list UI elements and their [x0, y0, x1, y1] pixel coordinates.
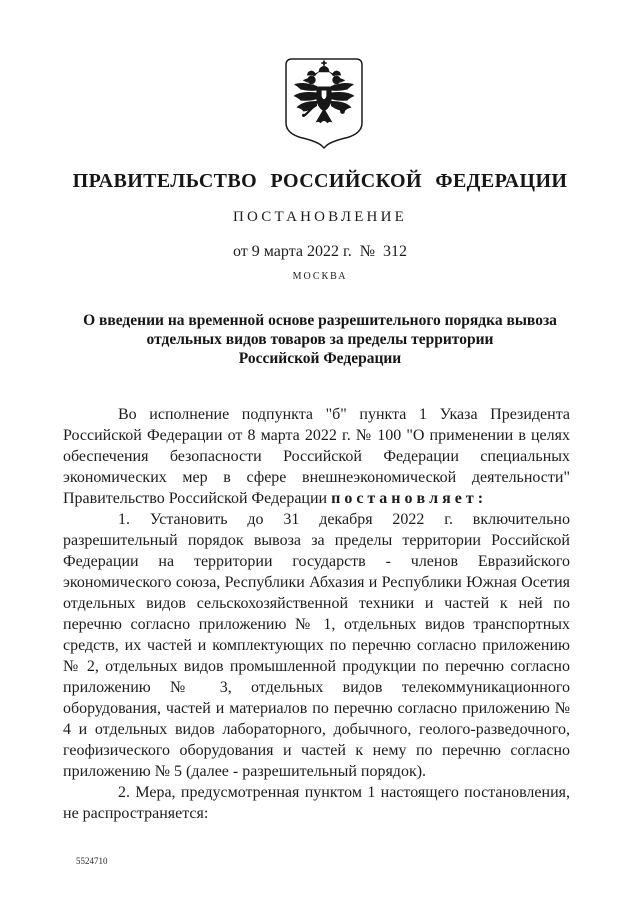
paragraph-item-2: 2. Мера, предусмотренная пунктом 1 настоящего постановления, не распространяется: [63, 784, 570, 822]
city-label: МОСКВА [292, 271, 348, 282]
date-and-number-line: от 9 марта 2022 г. № 312 [233, 243, 407, 260]
preamble-text: Во исполнение подпункта "б" пункта 1 Указа Президента Российской Федерации от 8 марта 2022 г. № 100 "О применении в целях обеспечения безопасности Российской Федерации специальных экономических мер в сфере внешнеэкономической деятельности" Правительство Российской Федерации [63, 406, 570, 507]
resolves-keyword: п о с т а н о в л я е т : [331, 490, 484, 507]
issuing-authority-title: ПРАВИТЕЛЬСТВО РОССИЙСКОЙ ФЕДЕРАЦИИ [72, 170, 568, 192]
paragraph-preamble [63, 404, 570, 509]
registration-code: 5524710 [76, 856, 108, 866]
document-type-label: ПОСТАНОВЛЕНИЕ [233, 209, 407, 225]
document-title [0, 311, 640, 368]
title-line-3: Российской Федерации [238, 350, 402, 367]
paragraph-item-1: 1. Установить до 31 декабря 2022 г. включительно разрешительный порядок вывоза за пределы территории Российской Федерации на территории государств - членов Евразийского экономического союза, Республики Абхазия и Республики Южная Осетия отдельных видов сельскохозяйственной техники и частей к ней по перечню согласно приложению № 1, отдельных видов транспортных средств, их частей и комплектующих по перечню согласно приложению № 2, отдельных видов промышленной продукции по перечню согласно приложению № 3, отдельных видов телекоммуникационного оборудования, частей и материалов по перечню согласно приложению № 4 и отдельных видов лабораторного, добычного, геолого-разведочного, геофизического оборудования и частей к нему по перечню согласно приложению № 5 (далее - разрешительный порядок). [63, 511, 570, 780]
double-headed-eagle-emblem [283, 56, 365, 150]
title-line-2: отдельных видов товаров за пределы территории [146, 331, 494, 348]
document-body [63, 404, 570, 824]
title-line-1: О введении на временной основе разрешительного порядка вывоза [83, 312, 557, 329]
coat-of-arms-icon [283, 56, 365, 150]
